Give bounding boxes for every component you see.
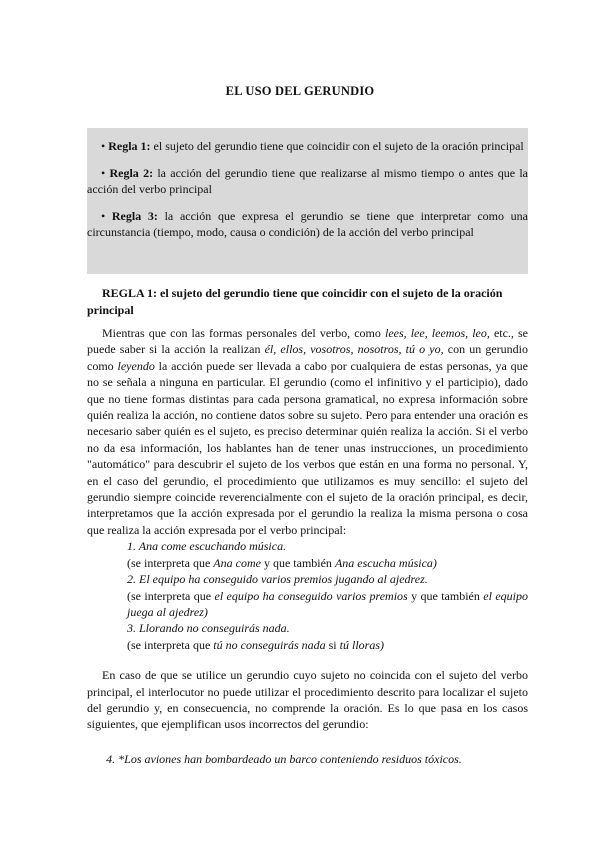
example-1-sentence: 1. Ana come escuchando música. — [127, 539, 287, 554]
text-run: (se interpreta que — [127, 637, 214, 652]
example-2-sentence: 2. El equipo ha conseguido varios premios jugando al ajedrez. — [127, 572, 428, 587]
text-run: si — [325, 637, 340, 652]
section-heading-line2: principal — [87, 303, 134, 317]
section-heading-line1: REGLA 1: el sujeto del gerundio tiene que coincidir con el sujeto de la oración — [102, 286, 503, 300]
text-run: Mientras que con las formas personales del verbo, como — [102, 326, 385, 340]
italic-run: leyendo — [117, 358, 155, 373]
rule-2-text: la acción del gerundio tiene que realizarse al mismo tiempo o antes que la acción del verbo principal — [87, 166, 529, 196]
text-run: etc., se puede saber si la acción la realizan — [87, 326, 529, 357]
rule-1-label: Regla 1: — [108, 139, 151, 153]
rule-2-label: Regla 2: — [109, 166, 154, 180]
italic-run: tú no conseguirás nada — [213, 637, 326, 652]
rule-2 — [87, 165, 528, 197]
bullet: • — [101, 166, 106, 180]
rule-3-text: la acción que expresa el gerundio se tiene que interpretar como una circunstancia (tiempo, modo, causa o condición) de la acción del verbo principal — [87, 209, 529, 239]
text-run: (se interpreta que — [127, 588, 215, 603]
rules-summary-box — [87, 128, 528, 274]
rule-1-text: el sujeto del gerundio tiene que coincidir con el sujeto de la oración principal — [150, 139, 524, 153]
bullet: • — [101, 139, 106, 153]
italic-run: el equipo juega al ajedrez) — [127, 588, 529, 619]
example-3-note — [127, 637, 528, 653]
examples-list — [127, 538, 528, 653]
text-run: y que también — [407, 588, 484, 603]
rule-1 — [87, 138, 528, 154]
italic-run: él, ellos, vosotros, nosotros, tú o yo, — [264, 342, 444, 357]
rule-3 — [87, 208, 528, 240]
text-run: y que también — [260, 555, 335, 570]
italic-run: lees, lee, leemos, leo, — [384, 326, 490, 340]
paragraph-2: En caso de que se utilice un gerundio cuyo sujeto no coincida con el sujeto del verbo principal, el interlocutor no puede utilizar el procedimiento descrito para localizar el sujeto del gerundio y, en consecuencia, no comprende la oración. Es lo que pasa en los casos siguientes, que ejemplifican usos incorrectos del gerundio: — [87, 668, 528, 732]
italic-run: Ana come — [213, 555, 261, 570]
text-run: (se interpreta que — [127, 555, 214, 570]
document-title: EL USO DEL GERUNDIO — [225, 84, 375, 98]
example-4-text: 4. *Los aviones han bombardeado un barco conteniendo residuos tóxicos. — [106, 752, 462, 766]
paragraph-1 — [87, 325, 528, 538]
body-text — [87, 325, 528, 733]
bullet: • — [101, 209, 106, 223]
italic-run: tú lloras) — [339, 637, 384, 652]
example-2-note — [127, 588, 528, 621]
section-heading — [87, 285, 528, 319]
example-4-sentence — [0, 752, 600, 767]
example-3-sentence: 3. Llorando no conseguirás nada. — [127, 621, 290, 636]
text-run: la acción puede ser llevada a cabo por cualquiera de estas personas, ya que no se señala a ninguna en particular. El gerundio (como el infinitivo y el participio), dado que no tiene formas distintas para cada persona gramatical, no expresa información sobre quién realiza la acción, no contiene datos sobre su sujeto. Pero para entender una oración es necesario saber quién es el sujeto, es preciso determinar quién realiza la acción. Si el verbo no da esa información, los hablantes han de tener unas instrucciones, un procedimiento "automático" para descubrir el sujeto de los verbos que están en una forma no personal. Y, en el caso del gerundio, el procedimiento que utilizamos es muy sencillo: el sujeto del gerundio siempre coincide reverencialmente con el sujeto de la oración principal, es decir, interpretamos que la acción expresada por el gerundio la realiza la misma persona o cosa que realiza la acción expresada por el verbo principal: — [87, 358, 528, 537]
italic-run: el equipo ha conseguido varios premios — [214, 588, 408, 603]
italic-run: Ana escucha música) — [334, 555, 437, 570]
example-1-note — [127, 555, 528, 571]
text-run: con un gerundio como — [87, 342, 529, 373]
rule-3-label: Regla 3: — [111, 209, 158, 223]
